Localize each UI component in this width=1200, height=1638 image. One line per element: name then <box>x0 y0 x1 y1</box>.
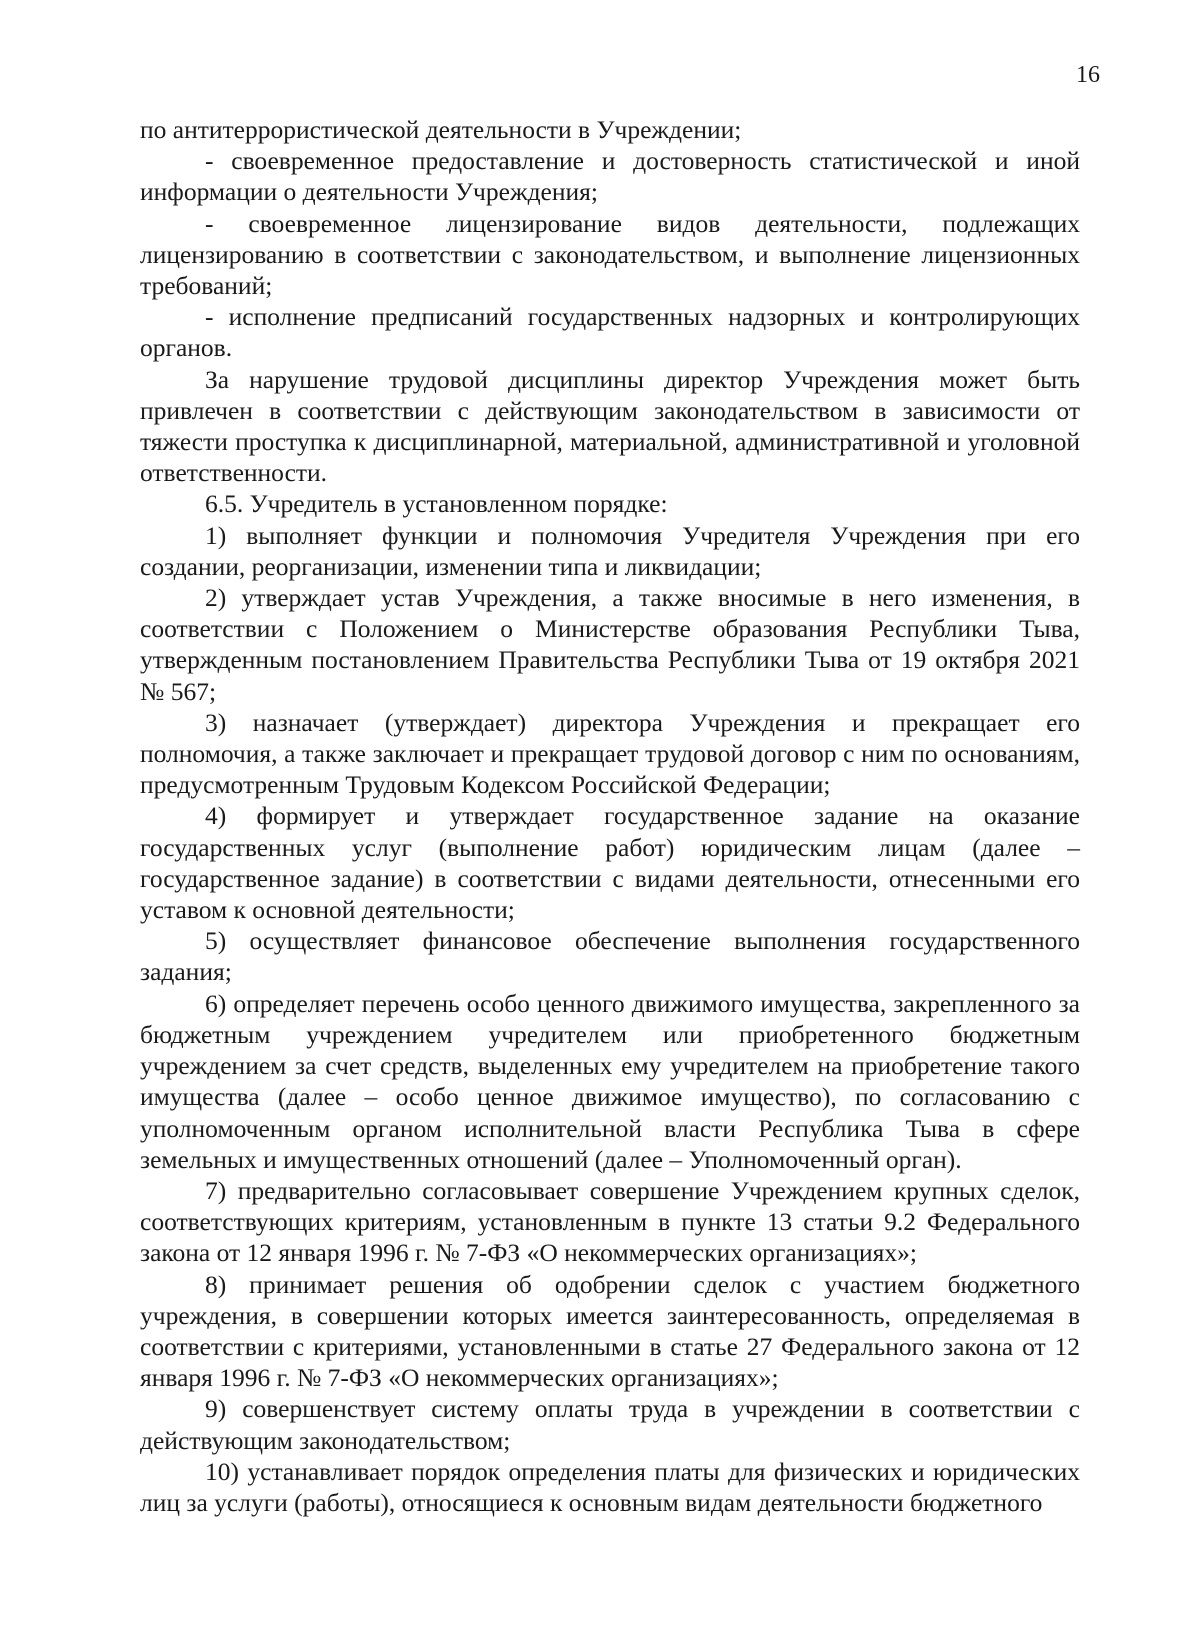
list-item-5: 5) осуществляет финансовое обеспечение выполнения государственного задания; <box>140 926 1080 987</box>
list-item-2: 2) утверждает устав Учреждения, а также вносимые в него изменения, в соответствии с Положением о Министерстве образования Республики Тыва, утвержденным постановлением Правительства Республики Тыва от 19 октября 2021 № 567; <box>140 583 1080 706</box>
list-item-10: 10) устанавливает порядок определения платы для физических и юридических лиц за услуги (работы), относящиеся к основным видам деятельности бюджетного <box>140 1456 1080 1517</box>
list-item-1: 1) выполняет функции и полномочия Учредителя Учреждения при его создании, реорганизации, изменении типа и ликвидации; <box>140 520 1080 581</box>
paragraph-continuation: по антитеррористической деятельности в Учреждении; <box>140 115 742 144</box>
list-item-7: 7) предварительно согласовывает совершение Учреждением крупных сделок, соответствующих критериям, установленным в пункте 13 статьи 9.2 Федерального закона от 12 января 1996 г. № 7-ФЗ «О некоммерческих организациях»; <box>140 1175 1080 1268</box>
paragraph-discipline: За нарушение трудовой дисциплины директор Учреждения может быть привлечен в соответствии с действующим законодательством в зависимости от тяжести проступка к дисциплинарной, материальной, административной и уголовной ответственности. <box>140 364 1080 488</box>
paragraph-licensing: - своевременное лицензирование видов деятельности, подлежащих лицензированию в соответствии с законодательством, и выполнение лицензионных требований; <box>140 208 1080 301</box>
paragraph-supervision: - исполнение предписаний государственных надзорных и контролирующих органов. <box>140 302 1080 363</box>
list-item-4: 4) формирует и утверждает государственное задание на оказание государственных услуг (выполнение работ) юридическим лицам (далее – государственное задание) в соответствии с видами деятельности, отнесенными его уставом к основной деятельности; <box>140 801 1080 925</box>
page-number: 16 <box>1076 62 1100 88</box>
list-item-9: 9) совершенствует систему оплаты труда в учреждении в соответствии с действующим законодательством; <box>140 1394 1080 1455</box>
list-item-6: 6) определяет перечень особо ценного движимого имущества, закрепленного за бюджетным учреждением учредителем или приобретенного бюджетным учреждением за счет средств, выделенных ему учредителем на приобретение такого имущества (далее – особо ценное движимое имущество), по согласованию с уполномоченным органом исполнительной власти Республика Тыва в сфере земельных и имущественных отношений (далее – Уполномоченный орган). <box>140 988 1080 1174</box>
list-item-8: 8) принимает решения об одобрении сделок с участием бюджетного учреждения, в совершении которых имеется заинтересованность, определяемая в соответствии с критериями, установленными в статье 27 Федерального закона от 12 января 1996 г. № 7-ФЗ «О некоммерческих организациях»; <box>140 1269 1080 1393</box>
list-item-3: 3) назначает (утверждает) директора Учреждения и прекращает его полномочия, а также заключает и прекращает трудовой договор с ним по основаниям, предусмотренным Трудовым Кодексом Российской Федерации; <box>140 707 1080 800</box>
section-heading-6-5: 6.5. Учредитель в установленном порядке: <box>205 489 668 519</box>
paragraph-statistics: - своевременное предоставление и достоверность статистической и иной информации о деятельности Учреждения; <box>140 146 1080 207</box>
document-body <box>140 114 1080 1518</box>
